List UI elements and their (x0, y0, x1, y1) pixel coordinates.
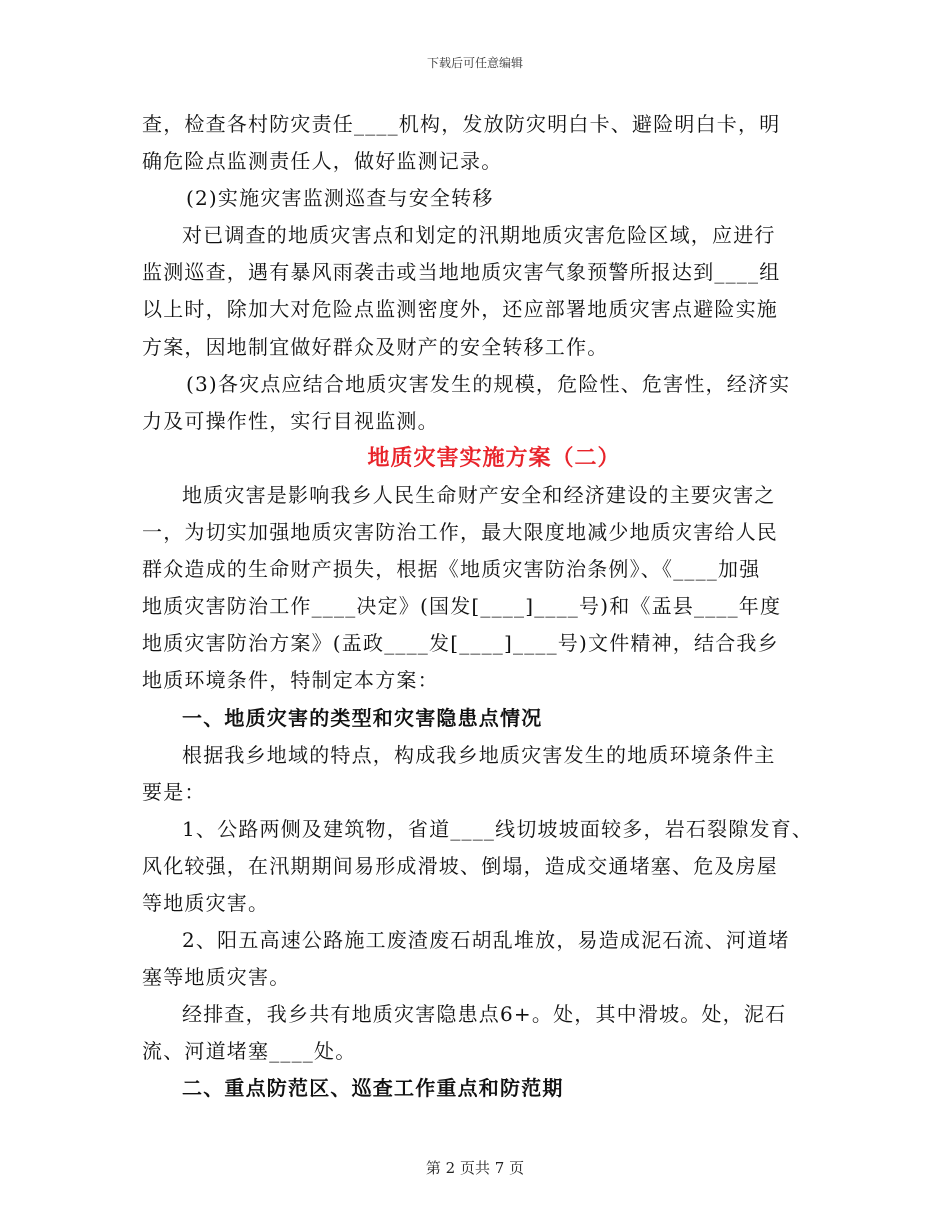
paragraph-line: 塞等地质灾害。 (142, 965, 291, 990)
paragraph-line: 以上时，除加大对危险点监测密度外，还应部署地质灾害点避险实施 (142, 297, 778, 322)
paragraph-line: 一，为切实加强地质灾害防治工作，最大限度地减少地质灾害给人民 (142, 520, 778, 545)
paragraph-line: 流、河道堵塞____处。 (142, 1039, 357, 1064)
list-item-2: 2、阳五高速公路施工废渣废石胡乱堆放，易造成泥石流、河道堵 (182, 928, 790, 953)
paragraph-line: 力及可操作性，实行目视监测。 (142, 408, 439, 433)
paragraph-line: 方案，因地制宜做好群众及财产的安全转移工作。 (142, 334, 609, 359)
paragraph-line: 地质灾害是影响我乡人民生命财产安全和经济建设的主要灾害之 (182, 482, 776, 507)
paragraph-line: 查，检查各村防灾责任____机构，发放防灾明白卡、避险明白卡，明 (142, 112, 781, 136)
page-footer: 第 2 页共 7 页 (425, 1159, 525, 1177)
paragraph-line: 地质灾害防治工作____决定》(国发[____]____号)和《盂县____年度 (142, 594, 782, 619)
paragraph-line: 群众造成的生命财产损失，根据《地质灾害防治条例》、《____加强 (142, 557, 761, 582)
paragraph-line: 根据我乡地域的特点，构成我乡地质灾害发生的地质环境条件主 (182, 742, 776, 767)
heading-2: 二、重点防范区、巡查工作重点和防范期 (182, 1076, 564, 1101)
paragraph-line: 经排查，我乡共有地质灾害隐患点6+。处，其中滑坡。处，泥石 (182, 1002, 787, 1027)
heading-1: 一、地质灾害的类型和灾害隐患点情况 (182, 705, 543, 730)
page-header: 下载后可任意编辑 (426, 56, 523, 70)
paragraph-line: 监测巡查，遇有暴风雨袭击或当地地质灾害气象预警所报达到____组 (142, 260, 781, 285)
paragraph-line: 地质环境条件，特制定本方案： (142, 668, 439, 693)
paragraph-line: 等地质灾害。 (142, 890, 270, 915)
paragraph-line: 要是： (142, 779, 206, 804)
document-body (142, 106, 822, 1108)
list-item-1: 1、公路两侧及建筑物，省道____线切坡坡面较多，岩石裂隙发育、 (182, 816, 814, 841)
paragraph-line: 地质灾害防治方案》(盂政____发[____]____号)文件精神，结合我乡 (142, 631, 779, 656)
paragraph-line: 对已调查的地质灾害点和划定的汛期地质灾害危险区域，应进行 (182, 223, 776, 248)
paragraph-line: 风化较强，在汛期期间易形成滑坡、倒塌，造成交通堵塞、危及房屋 (142, 853, 778, 878)
paragraph-line: (3)各灾点应结合地质灾害发生的规模，危险性、危害性，经济实 (186, 371, 791, 396)
paragraph-line: 确危险点监测责任人，做好监测记录。 (142, 149, 503, 174)
subheading: (2)实施灾害监测巡查与安全转移 (186, 186, 494, 211)
section-title: 地质灾害实施方案（二） (367, 444, 621, 471)
